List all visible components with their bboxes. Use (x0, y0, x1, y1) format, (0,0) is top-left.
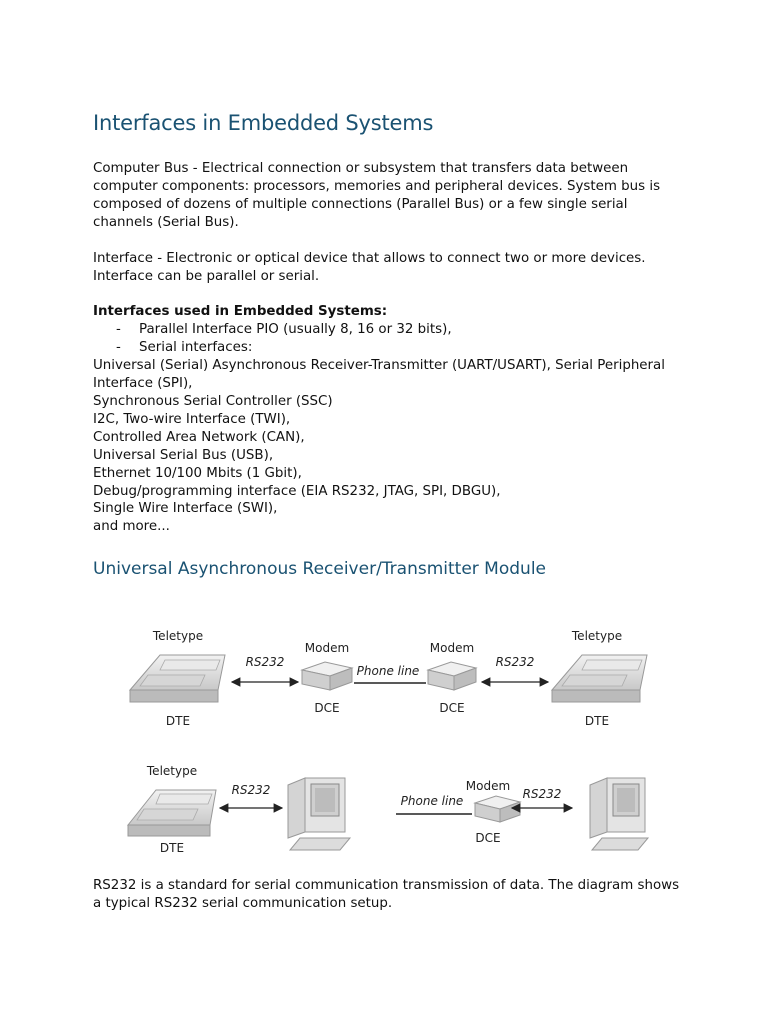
computer-icon (590, 778, 648, 850)
interfaces-list (93, 321, 683, 357)
rs232-label: RS232 (245, 655, 285, 669)
serial-line: Universal Serial Bus (USB), (93, 447, 274, 463)
dce-label: DCE (475, 831, 501, 845)
modem-label: Modem (304, 641, 350, 655)
rs232-label: RS232 (522, 787, 562, 801)
list-item-text: Serial interfaces: (139, 340, 253, 356)
teletype-label: Teletype (146, 764, 198, 778)
dte-label: DTE (159, 841, 185, 855)
computer-icon (288, 778, 350, 850)
phone-line-label: Phone line (356, 664, 420, 678)
rs232-label: RS232 (495, 655, 535, 669)
section-title: Universal Asynchronous Receiver/Transmitter Module (93, 559, 546, 580)
teletype-label: Teletype (152, 629, 204, 643)
rs232-label: RS232 (231, 783, 271, 797)
rs232-diagram (120, 620, 660, 860)
modem-icon (475, 796, 520, 822)
serial-line: Universal (Serial) Asynchronous Receiver-Transmitter (UART/USART), Serial Peripheral (93, 358, 665, 374)
list-item (93, 321, 683, 339)
serial-line: Controlled Area Network (CAN), (93, 429, 305, 445)
teletype-label: Teletype (571, 629, 623, 643)
dce-label: DCE (314, 701, 340, 715)
list-item (93, 339, 683, 357)
serial-line: I2C, Two-wire Interface (TWI), (93, 411, 291, 427)
interfaces-heading: Interfaces used in Embedded Systems: (93, 304, 388, 320)
modem-icon (302, 662, 352, 690)
serial-interfaces-lines (93, 357, 683, 536)
dash-bullet: - (116, 340, 121, 356)
dte-label: DTE (584, 714, 610, 728)
dte-label: DTE (165, 714, 191, 728)
modem-label: Modem (465, 779, 511, 793)
serial-line: Debug/programming interface (EIA RS232, JTAG, SPI, DBGU), (93, 483, 501, 499)
modem-label: Modem (429, 641, 475, 655)
computer-bus-paragraph: Computer Bus - Electrical connection or subsystem that transfers data between computer components: processors, memories and peripheral devices. System bus is composed of dozens of multiple connections (Parallel Bus) or a few single serial channels (Serial Bus). (93, 161, 661, 230)
dce-label: DCE (439, 701, 465, 715)
teletype-icon (128, 790, 216, 836)
modem-icon (428, 662, 476, 690)
interface-paragraph: Interface - Electronic or optical device that allows to connect two or more devices. Interface can be parallel or serial. (93, 250, 646, 284)
serial-line: Ethernet 10/100 Mbits (1 Gbit), (93, 465, 302, 481)
diagram-caption: RS232 is a standard for serial communication transmission of data. The diagram shows a typical RS232 serial communication setup. (93, 878, 680, 911)
rs232-diagram-svg (120, 620, 660, 860)
list-item-text: Parallel Interface PIO (usually 8, 16 or 32 bits), (139, 322, 452, 338)
serial-line: Synchronous Serial Controller (SSC) (93, 393, 333, 409)
phone-line-label: Phone line (400, 794, 464, 808)
dash-bullet: - (116, 322, 121, 338)
serial-line: Single Wire Interface (SWI), (93, 501, 278, 517)
document-body (93, 108, 683, 582)
page-title: Interfaces in Embedded Systems (93, 111, 434, 135)
serial-line: Interface (SPI), (93, 376, 193, 392)
teletype-icon (130, 655, 225, 702)
serial-line: and more... (93, 519, 170, 535)
teletype-icon (552, 655, 647, 702)
